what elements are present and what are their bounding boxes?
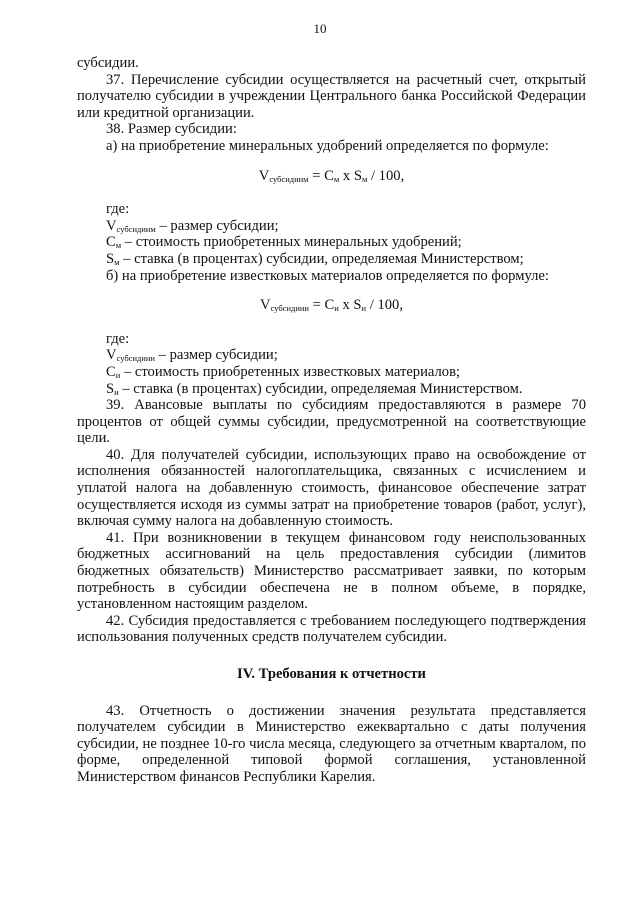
paragraph-40: 40. Для получателей субсидии, использующих право на освобождение от исполнения обязанностей налогоплательщика, связанных с исчислением и уплатой налога на добавленную стоимость, финансовое обеспечение затрат осуществляется исходя из суммы затрат на приобретение товаров (работ, услуг), включая сумму налога на добавленную стоимость. [77, 446, 586, 530]
definition-v-mineral: $V_{субсидиим}$ – размер субсидии; [106, 217, 279, 234]
paragraph-43: 43. Отчетность о достижении значения результата представляется получателем субсидии в Министерство ежеквартально с даты получения субсидии, не позднее 10-го числа месяца, следующего за отчетным кварталом, по форме, определенной типовой формой соглашения, установленной Министерством финансов Республики Карелия. [77, 702, 586, 785]
definition-c-lime: $С_и$ – стоимость приобретенных известковых материалов; [106, 363, 461, 380]
paragraph-39: 39. Авансовые выплаты по субсидиям предоставляются в размере 70 процентов от общей суммы субсидии, предусмотренной на соответствующие цели. [77, 397, 586, 447]
where-label-2: где: [106, 330, 130, 347]
definition-s-lime: $S_и$ – ставка (в процентах) субсидии, определяемая Министерством. [106, 380, 523, 397]
definition-v-lime: $V_{субсидиии}$ – размер субсидии; [106, 347, 278, 364]
paragraph-38: 38. Размер субсидии: [106, 121, 237, 138]
section-heading: IV. Требования к отчетности [237, 666, 426, 682]
page-number: 10 [313, 21, 327, 36]
definition-s-mineral: $S_м$ – ставка (в процентах) субсидии, определяемая Министерством; [106, 250, 524, 267]
paragraph-42: 42. Субсидия предоставляется с требованием последующего подтверждения использования полученных средств получателем субсидии. [77, 612, 586, 646]
definition-c-mineral: $С_м$ – стоимость приобретенных минеральных удобрений; [106, 234, 462, 251]
paragraph-38b: б) на приобретение известковых материалов определяется по формуле: [106, 267, 549, 284]
document-body [77, 0, 586, 786]
paragraph-41: 41. При возникновении в текущем финансовом году неиспользованных бюджетных ассигнований на цель предоставления субсидии (лимитов бюджетных обязательств) Министерство рассматривает заявки, по которым потребность в субсидии обеспечена не в полном объеме, в порядке, установленном настоящим разделом. [77, 529, 586, 613]
formula-mineral: $V_{субсидиим} = С_м$ х $S_м / 100$, [258, 167, 405, 184]
formula-lime: $V_{субсидиии} = С_и$ х $S_и / 100$, [260, 297, 403, 314]
paragraph-continuation: субсидии. [77, 55, 139, 71]
paragraph-37: 37. Перечисление субсидии осуществляется на расчетный счет, открытый получателю субсидии в учреждении Центрального банка Российской Федерации или кредитной организации. [77, 71, 586, 121]
where-label-1: где: [106, 201, 130, 218]
paragraph-38a: а) на приобретение минеральных удобрений определяется по формуле: [106, 137, 549, 154]
